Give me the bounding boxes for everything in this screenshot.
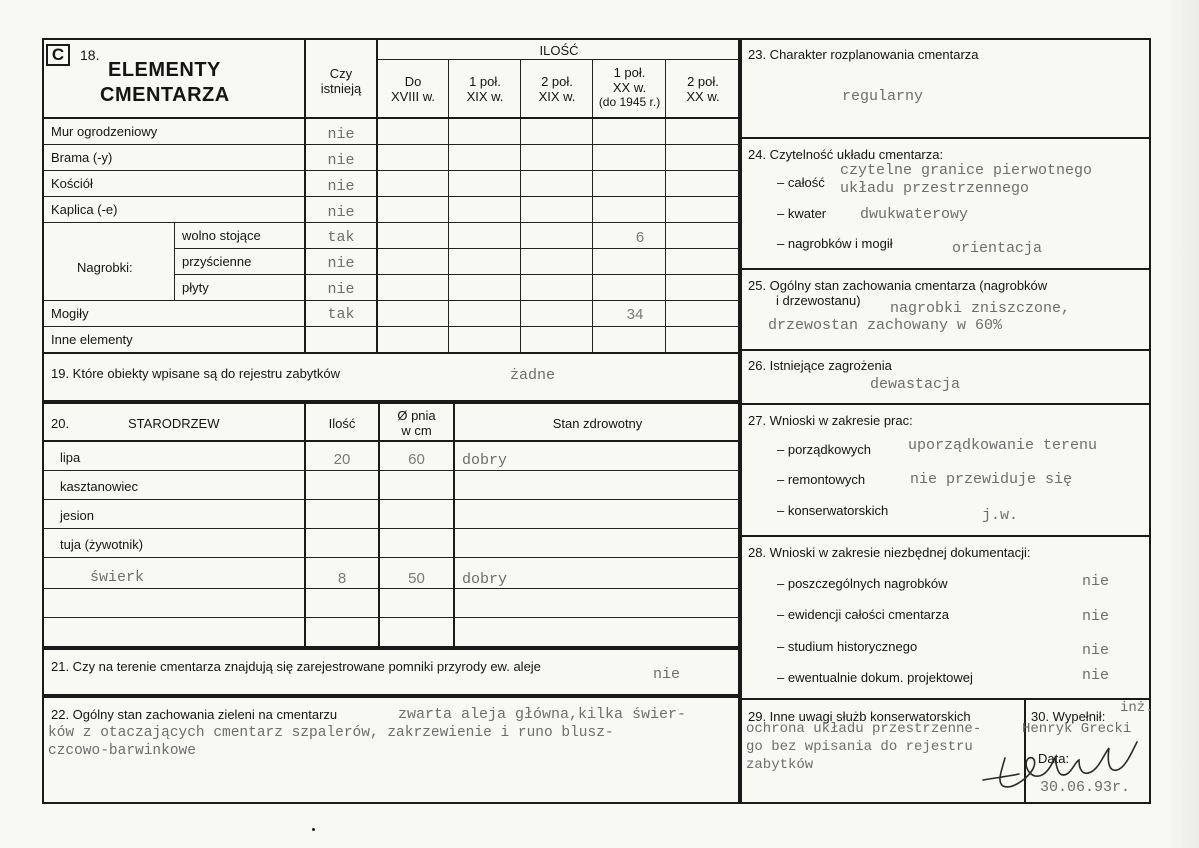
q24-calosc-1: czytelne granice pierwotnego — [840, 162, 1093, 179]
period-2pol-xix: 2 poł. XIX w. — [538, 74, 576, 104]
period-do-xviii: Do XVIII w. — [390, 74, 436, 104]
speck — [312, 828, 315, 831]
tree-diam: 60 — [408, 451, 425, 468]
tree-name: lipa — [60, 450, 81, 465]
row-label-mur: Mur ogrodzeniowy — [51, 124, 158, 139]
q20-title: STARODRZEW — [128, 416, 220, 431]
q24-nagrobkow: orientacja — [952, 240, 1043, 257]
tree-count: 20 — [333, 451, 351, 468]
row-label-plyty: płyty — [182, 280, 209, 295]
tree-diam: 50 — [408, 570, 425, 587]
q24-calosc-label: – całość — [777, 175, 825, 190]
header-czy-istnieja: Czy istnieją — [320, 66, 362, 96]
section-title-line2: CMENTARZA — [100, 84, 230, 106]
q24-calosc-2: układu przestrzennego — [840, 180, 1030, 197]
q24-kwater-label: – kwater — [777, 206, 827, 221]
q30-inz: inż. — [1120, 700, 1154, 716]
q28-item-value: nie — [1082, 608, 1110, 625]
q26-label: 26. Istniejące zagrożenia — [748, 358, 892, 373]
exists-value: nie — [327, 281, 355, 298]
tree-state: dobry — [462, 571, 508, 588]
q20-number: 20. — [51, 416, 70, 431]
q24-kwater: dwukwaterowy — [860, 206, 969, 223]
exists-value: nie — [327, 178, 355, 195]
exists-value: tak — [327, 229, 355, 246]
q29-label: 29. Inne uwagi służb konserwatorskich — [748, 709, 971, 724]
card-edge — [1171, 0, 1199, 848]
q30-name: Henryk Grecki — [1022, 721, 1132, 737]
q27-rem: nie przewiduje się — [910, 471, 1073, 488]
q25-label2: i drzewostanu) — [776, 293, 861, 308]
q21-value: nie — [653, 666, 681, 683]
count-value: 34 — [626, 306, 644, 323]
q23-value: regularny — [842, 88, 924, 105]
q28-item-label: – ewentualnie dokum. projektowej — [777, 670, 973, 685]
tree-state: dobry — [462, 452, 508, 469]
tree-count: 8 — [337, 570, 347, 587]
handwritten-signature — [975, 728, 1150, 798]
q19-value: żadne — [510, 367, 556, 384]
section-letter-box: C — [46, 44, 70, 66]
col-ilosc: Ilość — [328, 416, 356, 431]
q19-label: 19. Które obiekty wpisane są do rejestru zabytków — [51, 366, 341, 381]
exists-value: nie — [327, 255, 355, 272]
q22-label: 22. Ogólny stan zachowania zieleni na cmentarzu — [51, 707, 338, 722]
q26-value: dewastacja — [870, 376, 961, 393]
q25-value1: nagrobki zniszczone, — [890, 300, 1071, 317]
row-label-przyscienne: przyścienne — [182, 254, 252, 269]
col-pnia: Ø pnia w cm — [397, 408, 436, 438]
q28-item-value: nie — [1082, 573, 1110, 590]
q23-label: 23. Charakter rozplanowania cmentarza — [748, 47, 979, 62]
exists-value: nie — [327, 152, 355, 169]
tree-name: jesion — [60, 508, 94, 523]
exists-value: tak — [327, 306, 355, 323]
row-label-brama: Brama (-y) — [51, 150, 113, 165]
q22-line3: czcowo-barwinkowe — [48, 743, 196, 759]
col-stan: Stan zdrowotny — [552, 416, 643, 431]
q21-label: 21. Czy na terenie cmentarza znajdują się zarejestrowane pomniki przyrody ew. aleje — [51, 659, 541, 674]
q24-nagrobkow-label: – nagrobków i mogił — [777, 236, 893, 251]
q27-label: 27. Wnioski w zakresie prac: — [748, 413, 913, 428]
q25-label1: 25. Ogólny stan zachowania cmentarza (nagrobków — [748, 278, 1048, 293]
q27-kons-label: – konserwatorskich — [777, 503, 889, 518]
period-1pol-xx: 1 poł. XX w. (do 1945 r.) — [598, 65, 661, 109]
q28-label: 28. Wnioski w zakresie niezbędnej dokumentacji: — [748, 545, 1031, 560]
row-label-kaplica: Kaplica (-e) — [51, 202, 118, 217]
nagrobki-label: Nagrobki: — [77, 260, 133, 275]
header-ilosc: ILOŚĆ — [539, 43, 579, 58]
q28-item-value: nie — [1082, 667, 1110, 684]
exists-value: nie — [327, 126, 355, 143]
section-number: 18. — [80, 47, 100, 63]
row-label-inne: Inne elementy — [51, 332, 133, 347]
q30-data-label: Data: — [1038, 751, 1070, 766]
period-2pol-xx: 2 poł. XX w. — [686, 74, 720, 104]
exists-value: nie — [327, 204, 355, 221]
count-value: 6 — [635, 229, 645, 246]
q27-porz: uporządkowanie terenu — [908, 437, 1098, 454]
q27-rem-label: – remontowych — [777, 472, 866, 487]
q25-value2: drzewostan zachowany w 60% — [768, 317, 1003, 334]
period-1pol-xix: 1 poł. XIX w. — [466, 74, 504, 104]
q22-line1: zwarta aleja główna,kilka świer- — [398, 706, 687, 723]
q28-item-value: nie — [1082, 642, 1110, 659]
q29-line3: zabytków — [746, 757, 814, 773]
tree-name-typed: świerk — [90, 569, 145, 586]
section-title-line1: ELEMENTY — [108, 59, 221, 81]
q29-line2: go bez wpisania do rejestru — [746, 739, 973, 755]
q28-item-label: – poszczególnych nagrobków — [777, 576, 948, 591]
tree-name: tuja (żywotnik) — [60, 537, 144, 552]
q28-item-label: – ewidencji całości cmentarza — [777, 607, 949, 622]
q24-label: 24. Czytelność układu cmentarza: — [748, 147, 944, 162]
row-label-wolno-stojace: wolno stojące — [182, 228, 261, 243]
section-20-box — [42, 402, 740, 648]
q29-line1: ochrona układu przestrzenne- — [746, 721, 982, 737]
row-label-mogily: Mogiły — [51, 306, 89, 321]
q28-item-label: – studium historycznego — [777, 639, 918, 654]
q30-date: 30.06.93r. — [1040, 779, 1131, 796]
q27-kons: j.w. — [982, 507, 1019, 524]
q27-porz-label: – porządkowych — [777, 442, 871, 457]
q22-line2: ków z otaczających cmentarz szpalerów, zakrzewienie i runo blusz- — [48, 725, 614, 741]
tree-name: kasztanowiec — [60, 479, 139, 494]
q30-label: 30. Wypełnił: — [1031, 709, 1106, 724]
row-label-kosciol: Kościół — [51, 176, 93, 191]
